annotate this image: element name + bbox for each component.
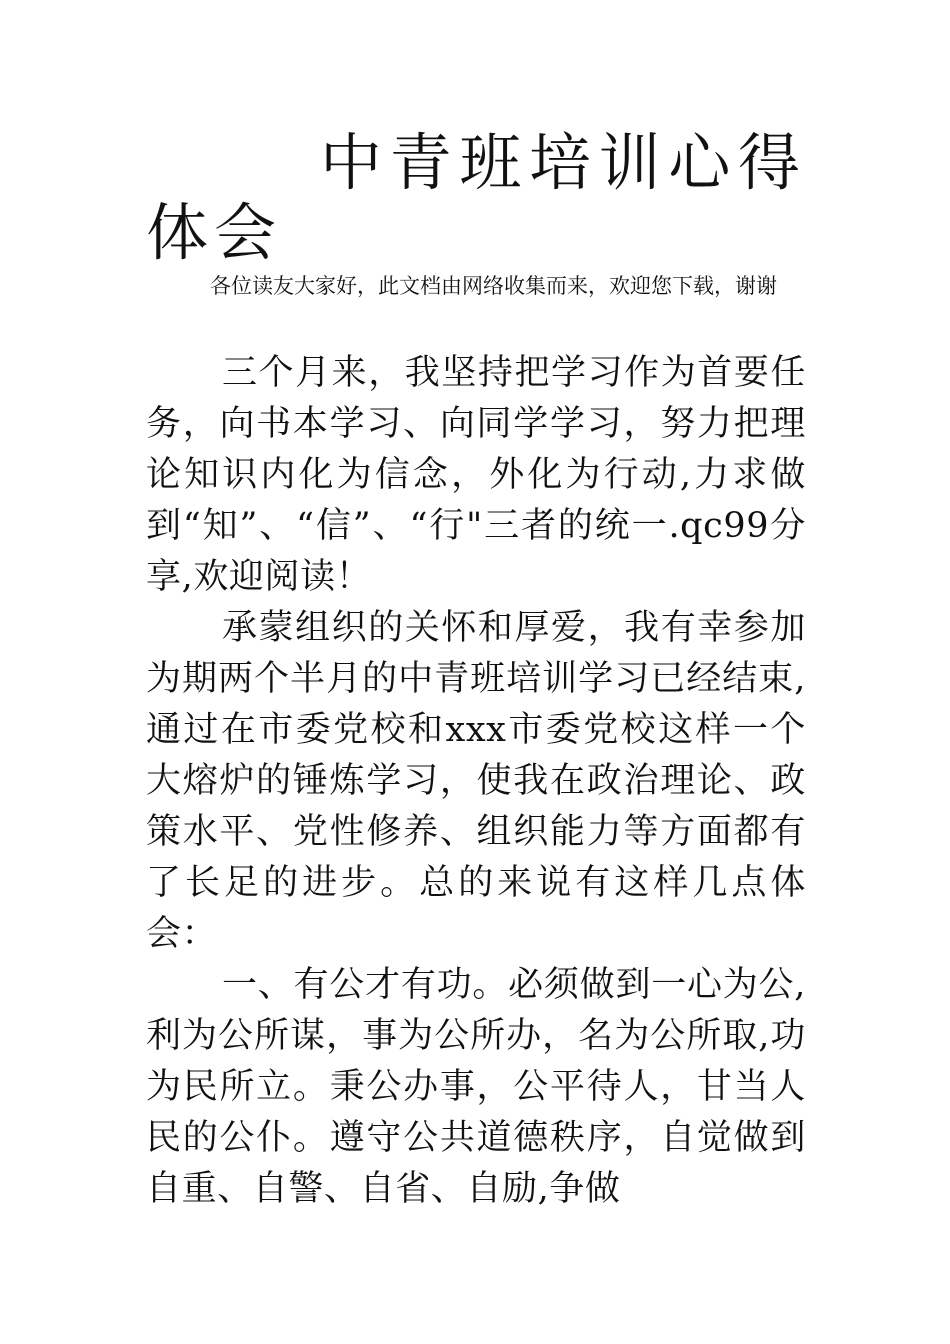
document-title: 中青班培训心得体会	[146, 126, 806, 269]
paragraph-1: 三个月来，我坚持把学习作为首要任务，向书本学习、向同学学习，努力把理论知识内化为信念，外化为行动,力求做到“知”、“信”、“行"三者的统一.qc99分享,欢迎阅读！	[146, 353, 806, 597]
paragraph-3: 一、有公才有功。必须做到一心为公,利为公所谋，事为公所办，名为公所取,功为民所立。秉公办事，公平待人，甘当人民的公仆。遵守公共道德秩序，自觉做到自重、自警、自省、自励,争做	[146, 965, 806, 1209]
document-page	[146, 128, 806, 1215]
paragraph-2: 承蒙组织的关怀和厚爱，我有幸参加为期两个半月的中青班培训学习已经结束,通过在市委党校和xxx市委党校这样一个大熔炉的锤炼学习，使我在政治理论、政策水平、党性修养、组织能力等方面都有了长足的进步。总的来说有这样几点体会：	[146, 608, 806, 954]
document-body	[146, 348, 806, 1215]
download-note: 各位读友大家好，此文档由网络收集而来，欢迎您下载，谢谢	[210, 274, 777, 298]
